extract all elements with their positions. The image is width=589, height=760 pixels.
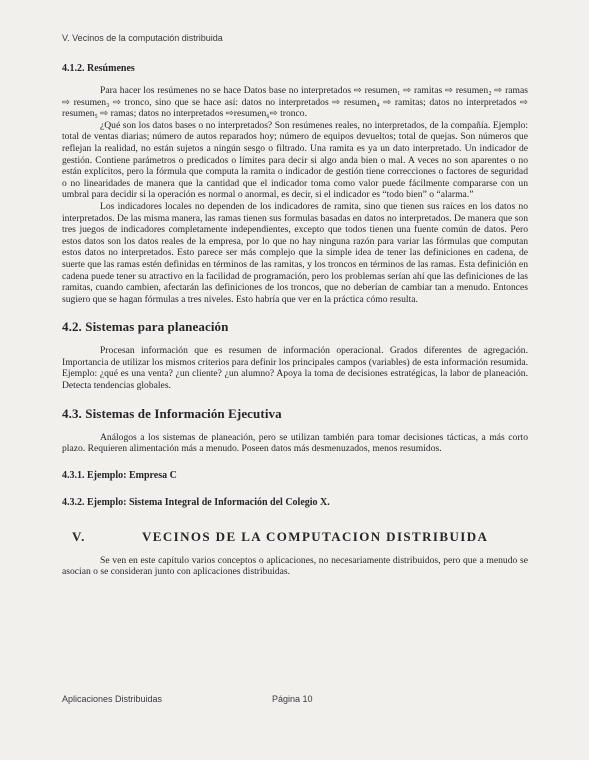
- paragraph-chapter-intro: Se ven en este capítulo varios conceptos o aplicaciones, no necesariamente distribuidos, pero que a menudo se asocian o se consideran junto con aplicaciones distribuidas.: [62, 554, 528, 578]
- running-header: V. Vecinos de la computación distribuida: [62, 33, 223, 43]
- section-heading-4-3-2: 4.3.2. Ejemplo: Sistema Integral de Información del Colegio X.: [62, 496, 330, 508]
- paragraph-resumenes-3: Los indicadores locales no dependen de los indicadores de ramita, sino que tienen sus raíces en los datos no interpretados. De las misma manera, las ramas tienen sus formulas basadas en datos no interpretados. De manera que son tres juegos de indicadores completamente independientes, excepto que todos tienen una fuente común de datos. Pero estos datos son los datos reales de la empresa, por lo que no hay ninguna razón para variar las fórmulas que computan estos datos no interpretados. Esto parece ser más complejo que la simple idea de tener las definiciones en cadena, de suerte que las ramas estén definidas en términos de las ramitas, y los troncos en términos de las ramas. Esta definición en cadena puede tener su atractivo en la facilidad de programación, pero los problemas serían ahí que las definiciones de las ramitas, cuando cambien, afectarán las definiciones de los troncos, que no deberían de cambiar tan a menudo. Entonces sugiero que se hagan fórmulas a tres niveles. Esto habría que ver en la práctica cómo resulta.: [62, 200, 528, 305]
- section-heading-4-3: 4.3. Sistemas de Información Ejecutiva: [62, 405, 282, 421]
- paragraph-resumenes-2: ¿Qué son los datos bases o no interpretados? Son resúmenes reales, no interpretados, de la compañía. Ejemplo: total de ventas diarias; número de autos reparados hoy; número de equipos devueltos; total de quejas. Son números que reflejan la realidad, no están sujetos a ningún sesgo o filtrado. Una ramita es ya un dato interpretado. Un indicador de gestión. Contiene parámetros o predicados o límites para decir si algo anda bien o mal. A veces no son aparentes o no están explícitos, pero la fórmula que computa la ramita o indicador de gestión tiene correcciones o factores de seguridad o no linearidades de manera que la cantidad que el indicador toma como valor puede fácilmente compararse con un umbral para decidir si la operación es normal o anormal, es decir, si el indicador es “todo bien” o “alarma.”: [62, 119, 528, 201]
- page-content: [62, 62, 528, 578]
- section-heading-4-1-2: 4.1.2. Resúmenes: [62, 63, 135, 74]
- footer-doc-title: Aplicaciones Distribuidas: [62, 694, 163, 704]
- chapter-heading: [62, 529, 528, 545]
- section-heading-4-3-1: 4.3.1. Ejemplo: Empresa C: [62, 469, 177, 481]
- chapter-number: V.: [72, 528, 86, 544]
- section-heading-4-2: 4.2. Sistemas para planeación: [62, 319, 229, 335]
- paragraph-planeacion: Procesan información que es resumen de información operacional. Grados diferentes de agregación. Importancia de utilizar los mismos criterios para definir los principales campos (variables) de esta información resumida. Ejemplo: ¿qué es una venta? ¿un cliente? ¿un alumno? Apoya la toma de decisiones estratégicas, la labor de planeación. Detecta tendencias globales.: [62, 345, 528, 392]
- chapter-title: VECINOS DE LA COMPUTACION DISTRIBUIDA: [142, 528, 489, 544]
- paragraph-ejecutiva: Análogos a los sistemas de planeación, pero se utilizan también para tomar decisiones tácticas, a más corto plazo. Requieren alimentación más a menudo. Poseen datos más desmenuzados, menos resumidos.: [62, 431, 528, 455]
- page-number: Página 10: [272, 694, 313, 704]
- paragraph-resumenes-1: Para hacer los resúmenes no se hace Datos base no interpretados ⇨ resumen₁ ⇨ ramitas ⇨ resumen₂ ⇨ ramas ⇨ resumen₃ ⇨ tronco, sino que se hace así: datos no interpretados ⇨ resumen₄ ⇨ ramitas; datos no interpretados ⇨ resumen₅ ⇨ ramas; datos no interpretados ⇨resumen₆⇨ tronco.: [62, 85, 528, 120]
